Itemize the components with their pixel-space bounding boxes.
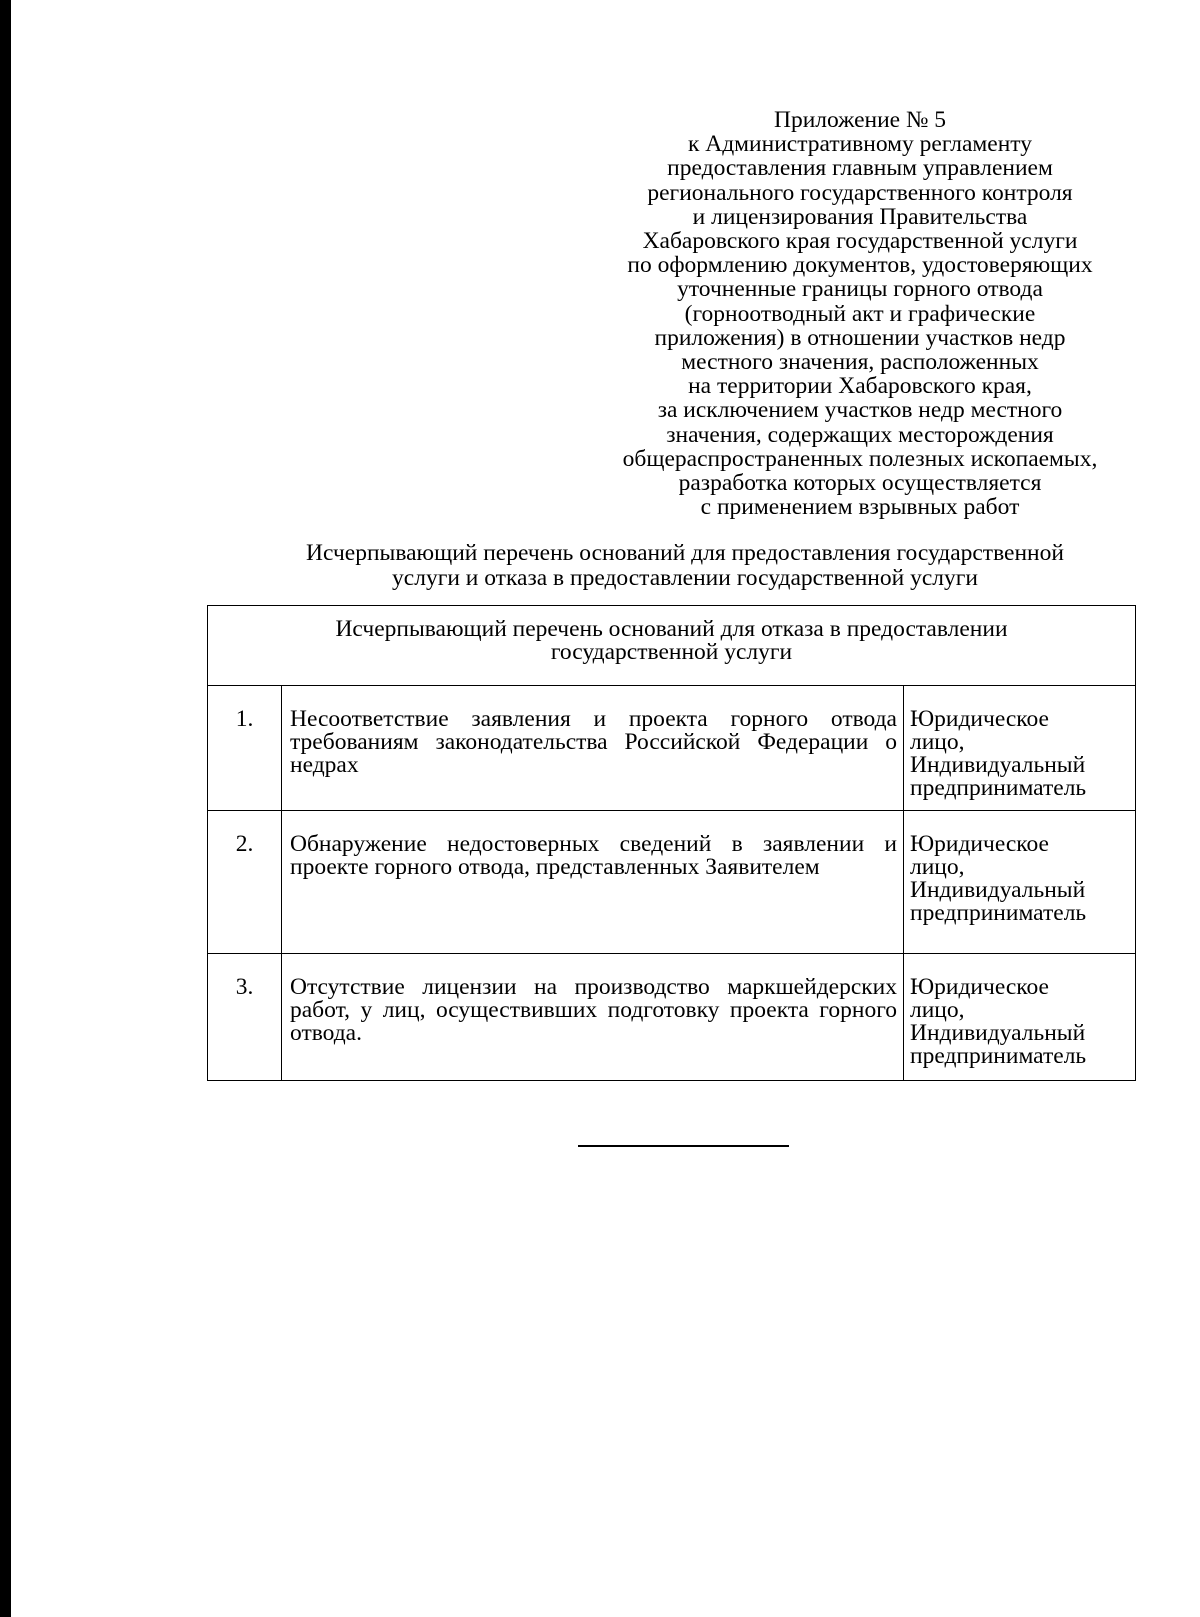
appendix-line: с применением взрывных работ [700,494,1020,521]
appendix-line: к Административному регламенту [687,131,1033,158]
end-divider [578,1145,789,1147]
appendix-line: за исключением участков недр местного [657,397,1063,424]
applicant-line: Юридическое [910,706,1049,732]
table-header-line: государственной услуги [550,639,793,665]
table-row [208,686,1136,811]
appendix-line: предоставления главным управлением [667,155,1053,182]
refusal-reason: Отсутствие лицензии на производство маркшейдерских работ, у лиц, осуществивших подготовку проекта горного отвода. [282,954,904,1081]
applicant-line: предприниматель [910,900,1087,926]
applicant-line: Индивидуальный [910,877,1086,903]
document-title [205,541,1165,591]
applicant-type [904,686,1136,811]
appendix-line: на территории Хабаровского края, [688,373,1032,400]
applicant-line: лицо, [910,997,965,1023]
applicant-type [904,811,1136,954]
title-line: Исчерпывающий перечень оснований для предоставления государственной [306,540,1064,566]
appendix-line: общераспространенных полезных ископаемых, [622,445,1098,472]
row-number: 3. [208,954,282,1081]
table-header-row [208,606,1136,686]
table-row [208,954,1136,1081]
appendix-header [560,108,1160,519]
scan-edge [0,0,11,1617]
applicant-line: Юридическое [910,831,1049,857]
applicant-line: Юридическое [910,974,1049,1000]
row-number: 2. [208,811,282,954]
table-row [208,811,1136,954]
grounds-table [207,605,1136,1081]
row-number: 1. [208,686,282,811]
appendix-line: Хабаровского края государственной услуги [642,228,1078,255]
appendix-line: значения, содержащих месторождения [666,421,1054,448]
table-header-cell [208,606,1136,686]
applicant-line: предприниматель [910,775,1087,801]
refusal-reason: Обнаружение недостоверных сведений в заявлении и проекте горного отвода, представленных Заявителем [282,811,904,954]
appendix-line: местного значения, расположенных [681,349,1039,376]
applicant-line: Индивидуальный [910,1020,1086,1046]
appendix-line: Приложение № 5 [773,107,947,133]
applicant-line: предприниматель [910,1043,1087,1069]
appendix-line: (горноотводный акт и графические [684,300,1036,327]
table-header-line: Исчерпывающий перечень оснований для отказа в предоставлении [335,616,1008,642]
applicant-line: Индивидуальный [910,752,1086,778]
appendix-line: по оформлению документов, удостоверяющих [627,252,1093,279]
applicant-line: лицо, [910,854,965,880]
appendix-line: регионального государственного контроля [647,179,1073,206]
title-line: услуги и отказа в предоставлении государственной услуги [392,565,978,591]
refusal-reason: Несоответствие заявления и проекта горного отвода требованиям законодательства Российской Федерации о недрах [282,686,904,811]
applicant-type [904,954,1136,1081]
applicant-line: лицо, [910,729,965,755]
appendix-line: и лицензирования Правительства [692,203,1028,230]
appendix-line: уточненные границы горного отвода [677,276,1043,303]
appendix-line: разработка которых осуществляется [678,470,1042,497]
appendix-line: приложения) в отношении участков недр [654,324,1066,351]
